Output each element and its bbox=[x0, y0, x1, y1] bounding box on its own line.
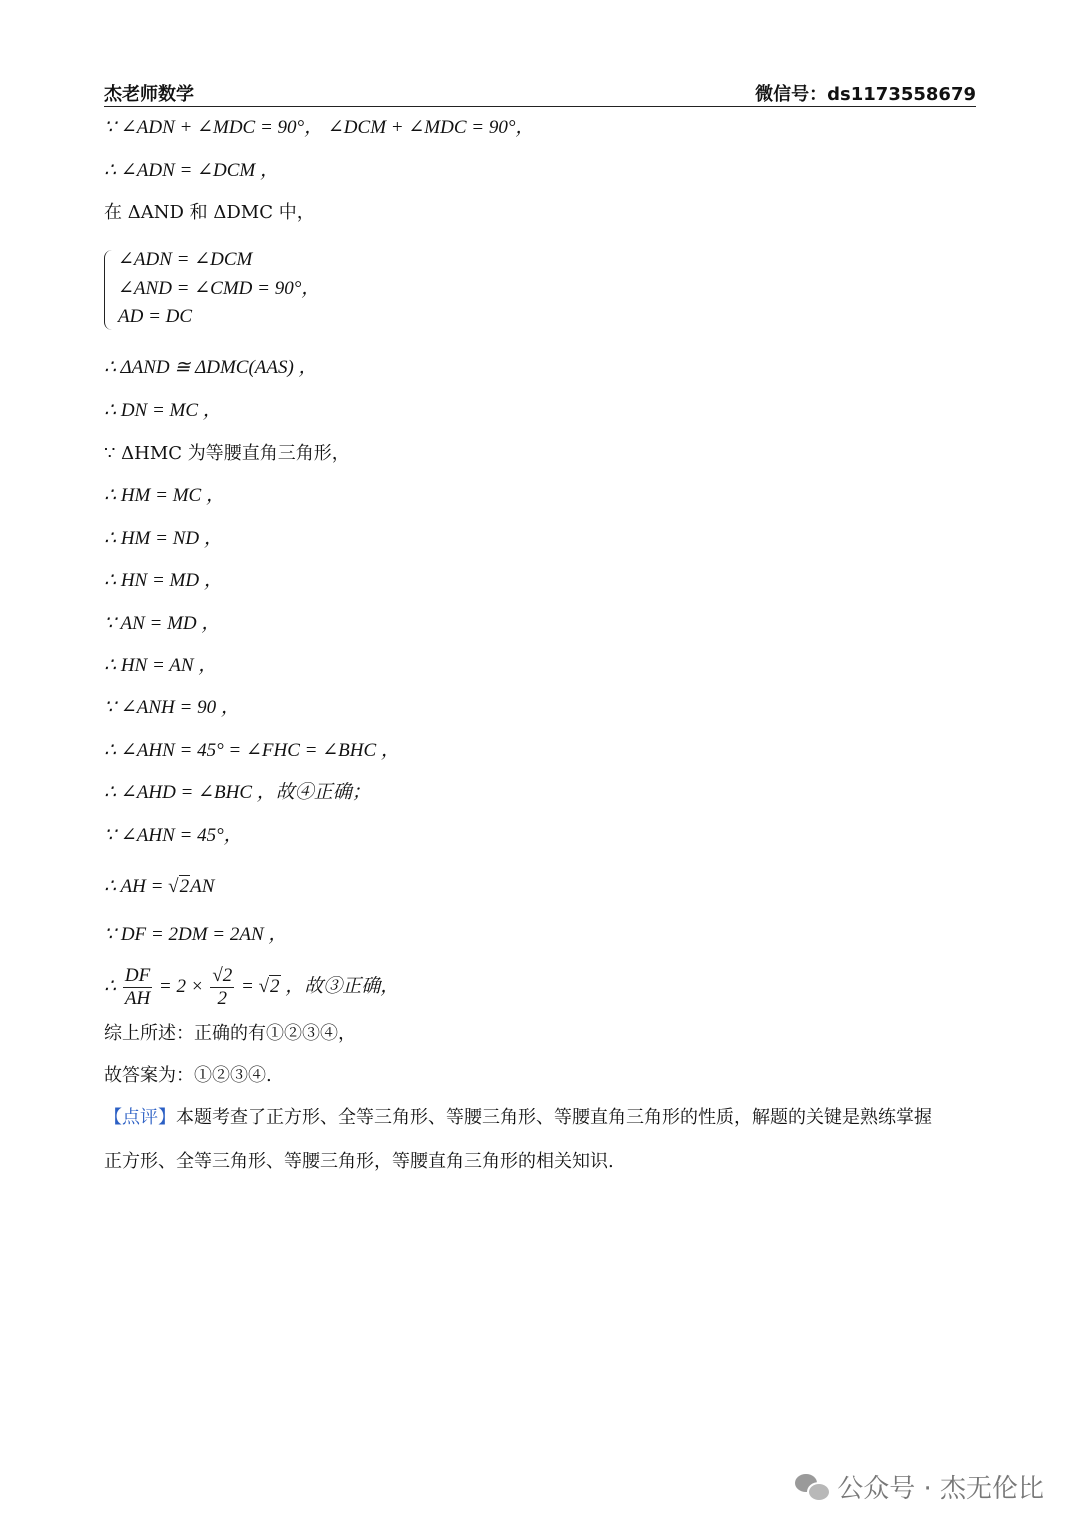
proof-line-16: ∴ AH = √2AN bbox=[104, 876, 215, 897]
system-line-2: ∠AND = ∠CMD = 90°， bbox=[118, 278, 321, 299]
eq16-radicand: 2 bbox=[179, 876, 190, 897]
fraction-denominator: 2 bbox=[217, 988, 228, 1010]
comment-line-1 bbox=[104, 1106, 932, 1130]
proof-line-3: 在 ΔAND 和 ΔDMC 中， bbox=[104, 202, 315, 223]
proof-line-2: ∴ ∠ADN = ∠DCM ， bbox=[104, 160, 279, 181]
proof-line-12: ∵ ∠ANH = 90 ， bbox=[104, 697, 240, 718]
answer-line: 故答案为：①②③④. bbox=[104, 1065, 272, 1086]
system-brace bbox=[104, 250, 115, 330]
proof-line-14: ∴ ∠AHD = ∠BHC ，故④正确； bbox=[104, 782, 371, 803]
eq18-suffix: ，故③正确， bbox=[285, 976, 400, 997]
system-line-1: ∠ADN = ∠DCM bbox=[118, 249, 253, 270]
summary-line: 综上所述：正确的有①②③④， bbox=[104, 1023, 356, 1044]
proof-line-11: ∴ HN = AN ， bbox=[104, 655, 218, 676]
fraction-numerator: √2 bbox=[212, 965, 233, 987]
header-title: 杰老师数学 bbox=[104, 84, 194, 105]
system-line-3: AD = DC bbox=[118, 306, 193, 327]
proof-line-10: ∵ AN = MD ， bbox=[104, 613, 221, 634]
wechat-icon bbox=[795, 1472, 829, 1500]
proof-line-5: ∴ DN = MC ， bbox=[104, 400, 222, 421]
proof-line-15: ∵ ∠AHN = 45°， bbox=[104, 825, 243, 846]
proof-line-13: ∴ ∠AHN = 45° = ∠FHC = ∠BHC ， bbox=[104, 740, 400, 761]
comment-line-2: 正方形、全等三角形、等腰三角形，等腰直角三角形的相关知识. bbox=[104, 1151, 614, 1172]
eq18-prefix: ∴ bbox=[104, 976, 117, 997]
eq16-right: AN bbox=[190, 876, 215, 897]
comment-text-1: 本题考查了正方形、全等三角形、等腰三角形、等腰直角三角形的性质，解题的关键是熟练掌握 bbox=[176, 1107, 932, 1128]
fraction-numerator: DF bbox=[124, 965, 151, 987]
proof-line-1: ∵ ∠ADN + ∠MDC = 90°， ∠DCM + ∠MDC = 90°， bbox=[104, 117, 535, 138]
proof-line-18: ∴ $\frac{DF}{AH}$ = 2 × $\frac{√2}{2}$ = √2 ，故③正确， bbox=[104, 965, 400, 1010]
proof-line-17: ∵ DF = 2DM = 2AN ， bbox=[104, 924, 288, 945]
eq18-equals: = bbox=[241, 976, 259, 997]
page-header bbox=[104, 78, 976, 107]
fraction-df-ah bbox=[123, 965, 152, 1010]
proof-line-9: ∴ HN = MD ， bbox=[104, 570, 223, 591]
eq18-radicand: 2 bbox=[270, 976, 280, 997]
fraction-denominator: AH bbox=[124, 988, 151, 1010]
proof-line-7: ∴ HM = MC ， bbox=[104, 485, 225, 506]
header-wechat-id: 微信号：ds1173558679 bbox=[755, 84, 976, 105]
watermark-text: 公众号 · 杰无伦比 bbox=[837, 1473, 1044, 1504]
proof-line-4: ∴ ΔAND ≅ ΔDMC(AAS) ， bbox=[104, 357, 318, 378]
proof-line-8: ∴ HM = ND ， bbox=[104, 528, 223, 549]
comment-tag: 【点评】 bbox=[104, 1107, 176, 1128]
eq16-left: ∴ AH = bbox=[104, 876, 169, 897]
fraction-root2-2 bbox=[210, 965, 234, 1010]
eq18-mid: = 2 × bbox=[158, 976, 204, 997]
proof-line-6: ∵ ΔHMC 为等腰直角三角形， bbox=[104, 443, 350, 464]
watermark bbox=[795, 1466, 1044, 1506]
